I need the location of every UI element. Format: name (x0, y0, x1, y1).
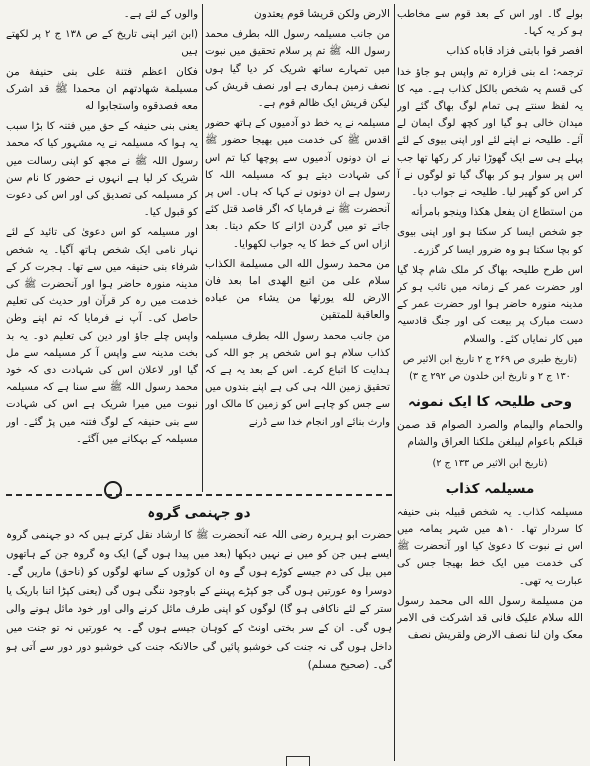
text-paragraph: جو شخص ایسا کر سکتا ہو اور اپنی بیوی کو بچا سکتا ہو وہ ضرور ایسا کر گزرے۔ (397, 227, 583, 256)
text-paragraph: مسیلمہ نے یہ خط دو آدمیوں کے ہاتھ حضور اقدس ﷺ کی خدمت میں بھیجا حضور ﷺ نے ان دونوں آدمیوں سے پوچھا کیا تم اس کی شہادت دیتے ہو کہ مسیلمہ اللہ کا رسول ہے ان دونوں نے کہا کہ ہاں۔ اس پر آنحضرت ﷺ نے فرمایا کہ اگر قاصد قتل کئے جاتے تو میں گردن اڑانے کا حکم دیتا۔ بعد ازاں اس کے خط کا یہ جواب لکھوایا۔ (205, 118, 390, 250)
citation: (تاریخ طبری ص ۲۶۹ ج ۲ تاریخ ابن الاثیر ص ۱۳۰ ج ۲ و تاریخ ابن خلدون ص ۲۹۲ ج ۳) (402, 353, 578, 383)
text-paragraph: من جانب محمد رسول اللہ بطرف مسیلمہ کذاب سلام ہو اس شخص پر جو اللہ کی ہدایت کا اتباع کرے۔ اس کے بعد یہ ہے کہ تحقیق زمین اللہ ہی کی ہے اپنے بندوں میں سے جس کو چاہے اس کو زمین کا مالک اور وارث بنائے اور انجام خدا سے ڈرنے (205, 330, 390, 428)
column-divider (394, 4, 395, 761)
middle-column (205, 6, 390, 496)
arabic-quote: الارض ولکن قریشا قوم یعتدون (254, 8, 390, 20)
text-paragraph: یعنی بنی حنیفہ کے حق میں فتنہ کا بڑا سبب یہ ہوا کہ مسیلمہ نے یہ مشہور کیا کہ محمد رسول اللہ ﷺ نے مجھ کو اپنی رسالت میں شریک کر لیا ہے انہوں نے حضور کا نام سن کر مسیلمہ کی تصدیق کی اور اس کی دعوت کو قبول کیا۔ (6, 121, 198, 219)
arabic-quote: افصر قوا بابتی فزاد قاباه کذاب (446, 45, 583, 58)
bottom-section (6, 500, 392, 758)
citation: (ابن اثیر اپنی تاریخ کے ص ۱۳۸ ج ۲ پر لکھتے ہیں (6, 29, 198, 58)
left-column (6, 6, 198, 496)
arabic-quote: من محمد رسول الله الی مسیلمة الکذاب سلام علی من اتبع الهدی اما بعد فان الارض لله یورثها من یشاء من عباده والعاقبة للمتقین (205, 257, 390, 322)
right-column (397, 6, 583, 758)
arabic-quote: من مسیلمة رسول الله الی محمد رسول الله سلام علیک فانی قد اشرکت فی الامر معک وان لنا نصف الارض ولقریش نصف (397, 594, 583, 642)
text-paragraph: والوں کے لئے ہے۔ (123, 9, 198, 20)
end-of-section-mark (104, 481, 122, 499)
section-heading: وحی طلیحہ کا ایک نمونہ (408, 394, 572, 411)
column-divider (202, 4, 203, 492)
text-paragraph: مسیلمہ کذاب۔ یہ شخص قبیلہ بنی حنیفہ کا سردار تھا۔ ۱۰ھ میں شہر یمامہ میں اس نے نبوت کا دعویٰ کیا اور آنحضرت ﷺ کی خدمت میں ایک خط بھیجا جس کی عبارت یہ تھی۔ (397, 506, 583, 587)
arabic-quote: من استطاع ان یفعل هکذا وینجو بامرأته (410, 206, 583, 219)
text-paragraph: اس طرح طلیحہ بھاگ کر ملک شام چلا گیا اور حضرت عمر کے زمانہ میں تائب ہو کر مدینہ منورہ حاضر ہوا اور حضرت عمر کے دست مبارک پر بیعت کی اور جنگ قادسیہ میں کار نمایاں کئے۔ والسلام (397, 264, 583, 345)
text-paragraph: بولے گا۔ اور اس کے بعد قوم سے مخاطب ہو کر یہ کہا۔ (397, 9, 583, 38)
text-paragraph: حضرت ابو ہریرہ رضی اللہ عنہ آنحضرت ﷺ کا ارشاد نقل کرتے ہیں کہ دو جہنمی گروہ ایسے ہیں جن کو میں نے نہیں دیکھا (بعد میں پیدا ہوں گے) ایک وہ گروہ جن کے ہاتھوں میں بیل کی دم جیسے کوڑے ہوں گے وہ ان کوڑوں کے ساتھ لوگوں کو (ناحق) ماریں گے۔ دوسرا وہ عورتیں ہوں گی جو کپڑے پہننے کے باوجود ننگی ہوں گی (یعنی کپڑا اتنا باریک یا ستر کے لئے ناکافی ہو گا) لوگوں کو اپنی طرف مائل کرنے والی اور خود مائل ہونے والی ہوں گی۔ ان کے سر بختی اونٹ کے کوہان جیسے ہوں گے۔ یہ عورتیں نہ تو جنت میں داخل ہوں گی نہ جنت کی خوشبو پائیں گی حالانکہ جنت کی خوشبو دور دور سے آتی ہو گی۔ (صحیح مسلم) (6, 529, 392, 672)
text-paragraph: ترجمہ: اے بنی فزارہ تم واپس ہو جاؤ خدا کی قسم یہ شخص بالکل کذاب ہے۔ میہ کا یہ لفظ سنتے ہی تمام لوگ بھاگ گئے اور میدان خالی ہو گیا اور کچھ لوگ ایمان لے آئے۔ طلیحہ نے اپنے لئے اور اپنی بیوی کے لئے پہلے ہی سے ایک گھوڑا تیار کر رکھا تھا جب اس پر سوار ہو کر بھاگ گیا تو لوگوں نے آ کر اس کو گھیر لیا۔ طلیحہ نے جواب دیا۔ (397, 66, 583, 199)
arabic-quote: فکان اعظم فتنة علی بنی حنیفة من مسیلمة شهادتهم ان محمدا ﷺ قد اشرک معه فصدقوه واستجابوا له (6, 65, 198, 113)
citation: (تاریخ ابن الاثیر ص ۱۳۳ ج ۲) (432, 457, 548, 469)
arabic-quote: والحمام والیمام والصرد الصوام قد صمن قبلکم باعوام لیبلغن ملکنا العراق والشام (397, 419, 583, 449)
text-paragraph: من جانب مسیلمہ رسول اللہ بطرف محمد رسول اللہ ﷺ تم پر سلام تحقیق میں نبوت میں تمہارے ساتھ شریک کر دیا گیا ہوں نصف زمین ہماری ہے اور نصف قریش کی لیکن قریش ایک ظالم قوم ہے۔ (205, 29, 390, 110)
section-heading: مسیلمہ کذاب (445, 480, 535, 497)
section-divider (6, 494, 392, 496)
text-paragraph: اور مسیلمہ کو اس دعویٰ کی تائید کے لئے نہار نامی ایک شخص ہاتھ آگیا۔ یہ شخص شرفاء بنی حنیفہ میں سے تھا۔ ہجرت کر کے مدینہ منورہ حاضر ہوا اور آنحضرت ﷺ کی خدمت میں رہ کر قرآن اور حدیث کی تعلیم حاصل کی۔ آپ نے فرمایا کہ تم اپنے وطن واپس چلے جاؤ اور دین کی تعلیم دو۔ یہ بد بخت مدینہ سے واپس آ کر مسیلمہ سے مل گیا اور لاعلان اس کی شہادت دی کہ خود محمد رسول اللہ ﷺ سے سنا ہے کہ مسیلمہ نبوت میں میرا شریک ہے اس کی شہادت سے بنی حنیفہ کے لوگ فتنہ میں پڑ گئے۔ اور مسیلمہ کے بہکانے میں آگئے۔ (6, 227, 198, 445)
section-heading: دو جہنمی گروہ (147, 505, 251, 521)
